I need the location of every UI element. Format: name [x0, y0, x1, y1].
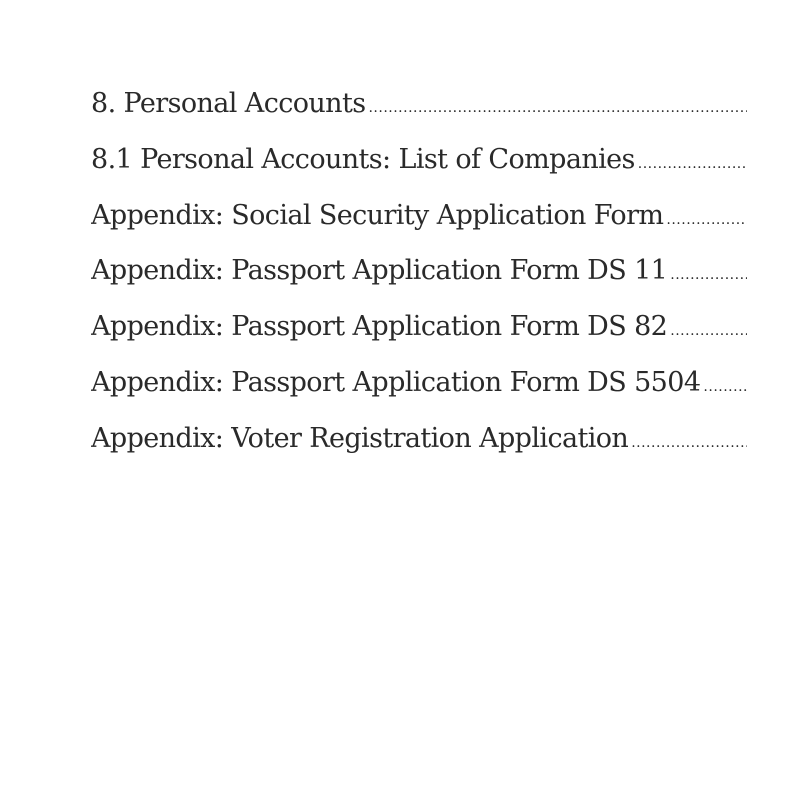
dot-leader [666, 212, 747, 228]
toc-entry-label: Appendix: Social Security Application Form [91, 199, 664, 231]
toc-entry-label: 8. Personal Accounts [91, 88, 366, 119]
dot-leader [670, 267, 747, 283]
toc-entry-social-security-form[interactable] [91, 200, 747, 256]
toc-entry-list-of-companies[interactable] [91, 144, 747, 200]
toc-entry-label: 8.1 Personal Accounts: List of Companies [91, 143, 635, 175]
toc-entry-label: Appendix: Passport Application Form DS 5504 [91, 366, 701, 398]
toc-entry-passport-ds11[interactable] [91, 255, 747, 311]
dot-leader [638, 156, 747, 172]
toc-entry-passport-ds5504[interactable] [91, 367, 747, 423]
toc-entry-personal-accounts[interactable] [91, 88, 747, 144]
toc-entry-passport-ds82[interactable] [91, 311, 747, 367]
toc-entry-label: Appendix: Passport Application Form DS 11 [91, 255, 668, 287]
dot-leader [368, 100, 747, 116]
toc-entry-voter-registration[interactable] [91, 423, 747, 479]
dot-leader [703, 379, 747, 395]
dot-leader [670, 323, 747, 339]
toc-entry-label: Appendix: Passport Application Form DS 82 [91, 311, 668, 343]
table-of-contents [91, 88, 747, 479]
toc-entry-label: Appendix: Voter Registration Application [91, 422, 629, 454]
dot-leader [631, 435, 747, 451]
